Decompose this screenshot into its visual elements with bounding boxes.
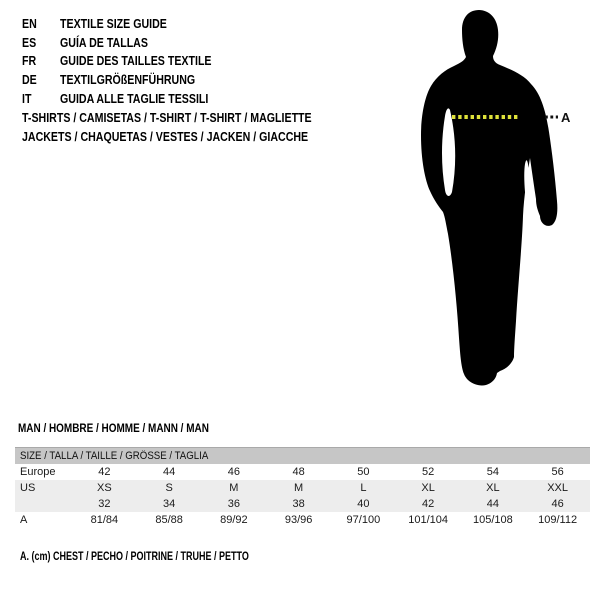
cell: 42: [98, 466, 111, 478]
cell: 50: [357, 466, 370, 478]
man-silhouette: [405, 0, 590, 400]
cell: 36: [227, 498, 240, 510]
cell: 97/100: [346, 514, 381, 526]
language-code: DE: [22, 73, 37, 88]
cell: XL: [421, 482, 435, 494]
man-silhouette-figure: [405, 0, 590, 400]
language-title: GUIDA ALLE TAGLIE TESSILI: [60, 91, 209, 106]
language-row: [22, 34, 238, 53]
row-label: Europe: [20, 466, 56, 478]
cell: 38: [292, 498, 305, 510]
cell: 85/88: [155, 514, 183, 526]
section-title-man: MAN / HOMBRE / HOMME / MANN / MAN: [18, 421, 209, 435]
man-body-shape: [421, 10, 557, 385]
cell: 89/92: [220, 514, 248, 526]
language-row: [22, 52, 238, 71]
cell: M: [294, 482, 304, 494]
table-row-us: [15, 480, 590, 496]
language-row: [22, 71, 238, 90]
table-row-chest-a: [15, 512, 590, 528]
cell: 81/84: [90, 514, 119, 526]
language-row: [22, 89, 238, 108]
row-label: [15, 496, 72, 512]
cell: 105/108: [472, 514, 513, 526]
cell: 46: [551, 498, 564, 510]
cell: XS: [97, 482, 112, 494]
cell: 46: [227, 466, 240, 478]
cell: XXL: [547, 482, 569, 494]
language-code: EN: [22, 17, 37, 32]
row-label: A: [20, 514, 28, 526]
garment-categories: [22, 109, 363, 147]
language-code: ES: [22, 35, 37, 50]
language-title: TEXTILGRÖßENFÜHRUNG: [60, 73, 196, 88]
cell: 93/96: [284, 514, 313, 526]
size-table: [15, 447, 590, 528]
size-table-header: SIZE / TALLA / TAILLE / GRÖSSE / TAGLIA: [15, 447, 590, 464]
cell: 109/112: [538, 514, 578, 526]
cell: 52: [422, 466, 435, 478]
cell: 44: [486, 498, 499, 510]
category-tshirts: T-SHIRTS / CAMISETAS / T-SHIRT / T-SHIRT / MAGLIETTE: [22, 111, 312, 125]
language-title: GUIDE DES TAILLES TEXTILE: [60, 54, 212, 69]
cell: 40: [357, 498, 370, 510]
cell: 34: [163, 498, 176, 510]
language-code: IT: [22, 91, 32, 106]
cell: 42: [422, 498, 435, 510]
cell: XL: [486, 482, 500, 494]
language-title-list: [22, 15, 238, 108]
cell: S: [165, 482, 173, 494]
table-row-us-numeric: [15, 496, 590, 512]
cell: M: [229, 482, 239, 494]
cell: L: [360, 482, 367, 494]
measure-label-a: A: [561, 110, 571, 125]
cell: 48: [292, 466, 305, 478]
measurement-footnote: A. (cm) CHEST / PECHO / POITRINE / TRUHE / PETTO: [20, 549, 249, 563]
cell: 44: [163, 466, 176, 478]
language-title: TEXTILE SIZE GUIDE: [60, 17, 167, 32]
table-row-europe: [15, 464, 590, 480]
language-title: GUÍA DE TALLAS: [60, 35, 148, 50]
language-row: [22, 15, 238, 34]
cell: 54: [486, 466, 499, 478]
row-label: US: [20, 482, 36, 494]
cell: 56: [551, 466, 564, 478]
cell: 101/104: [408, 514, 448, 526]
category-jackets: JACKETS / CHAQUETAS / VESTES / JACKEN / GIACCHE: [22, 130, 309, 144]
cell: 32: [98, 498, 111, 510]
language-code: FR: [22, 54, 37, 69]
